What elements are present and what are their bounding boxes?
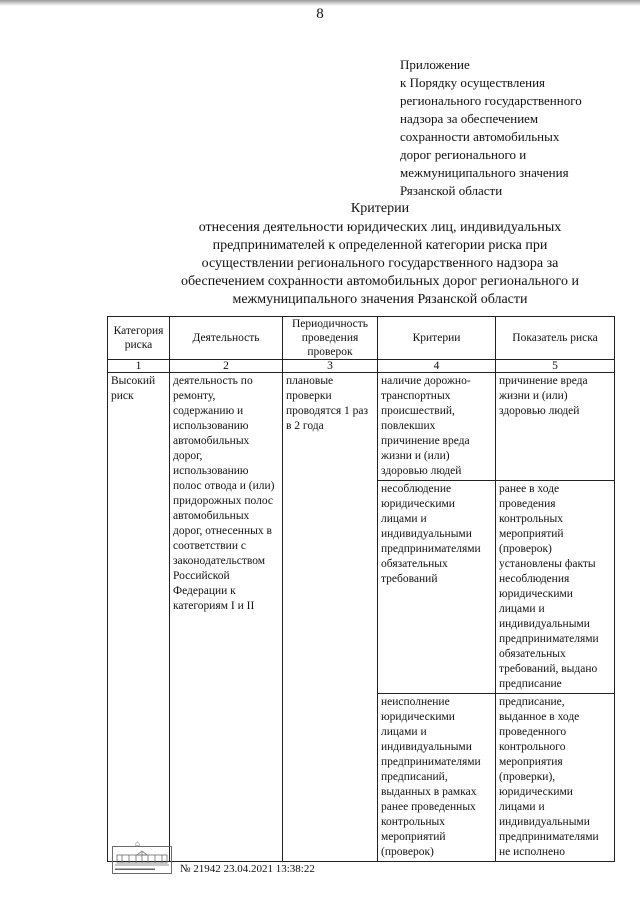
frequency-cell: плановые проверки проводятся 1 раз в 2 года <box>283 373 378 862</box>
page-number: 8 <box>316 6 324 22</box>
risk-criteria-table <box>107 316 615 862</box>
column-number: 4 <box>378 360 496 373</box>
table-header-row <box>108 317 615 360</box>
subtitle-line: отнесения деятельности юридических лиц, индивидуальных <box>198 220 562 235</box>
building-emblem <box>113 849 171 869</box>
column-header: Показатель риска <box>496 317 615 360</box>
indicator-cell: ранее в ходе проведения контрольных мероприятий (проверок) установлены факты несоблюдения юридическими лицами и индивидуальными предпринимателями обязательных требований, выдано предписание <box>496 481 615 694</box>
indicator-cell: причинение вреда жизни и (или) здоровью людей <box>496 373 615 481</box>
column-number: 2 <box>170 360 283 373</box>
appendix-line: надзора за обеспечением <box>400 111 539 126</box>
appendix-line: Приложение <box>400 57 470 72</box>
stamp-mark: ⌂ <box>135 839 140 848</box>
stamp-caption: ▬▬▬▬▬▬▬▬ <box>115 867 155 872</box>
column-header: Категория риска <box>108 317 170 360</box>
subtitle-line: предпринимателей к определенной категории риска при <box>212 238 548 253</box>
appendix-line: Рязанской области <box>400 183 503 198</box>
table-row <box>108 373 615 481</box>
appendix-note <box>400 56 628 200</box>
appendix-line: регионального государственного <box>400 93 582 108</box>
column-header: Критерии <box>378 317 496 360</box>
column-header: Деятельность <box>170 317 283 360</box>
criterion-cell: несоблюдение юридическими лицами и индивидуальными предпринимателями обязательных требований <box>378 481 496 694</box>
subtitle-line: обеспечением сохранности автомобильных дорог регионального и <box>181 274 579 289</box>
column-number: 5 <box>496 360 615 373</box>
activity-cell: деятельность по ремонту, содержанию и использованию автомобильных дорог, использованию полос отвода и (или) придорожных полос автомобильных дорог, отнесенных в соответствии с законодательством Российской Федерации к категориям I и II <box>170 373 283 862</box>
criterion-cell: наличие дорожно-транспортных происшествий, повлекших причинение вреда жизни и (или) здоровью людей <box>378 373 496 481</box>
document-subtitle <box>120 219 640 309</box>
document-system-stamp <box>112 839 172 874</box>
appendix-line: дорог регионального и <box>400 147 527 162</box>
column-number: 1 <box>108 360 170 373</box>
risk-category-cell: Высокий риск <box>108 373 170 862</box>
appendix-line: сохранности автомобильных <box>400 129 560 144</box>
subtitle-line: осуществлении регионального государственного надзора за <box>201 256 559 271</box>
indicator-cell: предписание, выданное в ходе проведенного контрольного мероприятия (проверки), юридическими лицами и индивидуальными предпринимателями не исполнено <box>496 694 615 862</box>
subtitle-line: межмуниципального значения Рязанской области <box>232 292 528 307</box>
column-header: Периодичность проведения проверок <box>283 317 378 360</box>
column-number: 3 <box>283 360 378 373</box>
appendix-line: к Порядку осуществления <box>400 75 546 90</box>
criterion-cell: неисполнение юридическими лицами и индивидуальными предпринимателями предписаний, выданных в рамках ранее проведенных контрольных мероприятий (проверок) <box>378 694 496 862</box>
column-number-row <box>108 360 615 373</box>
appendix-line: межмуниципального значения <box>400 165 569 180</box>
document-title: Критерии <box>350 201 410 216</box>
registration-number: № 21942 23.04.2021 13:38:22 <box>180 863 315 875</box>
